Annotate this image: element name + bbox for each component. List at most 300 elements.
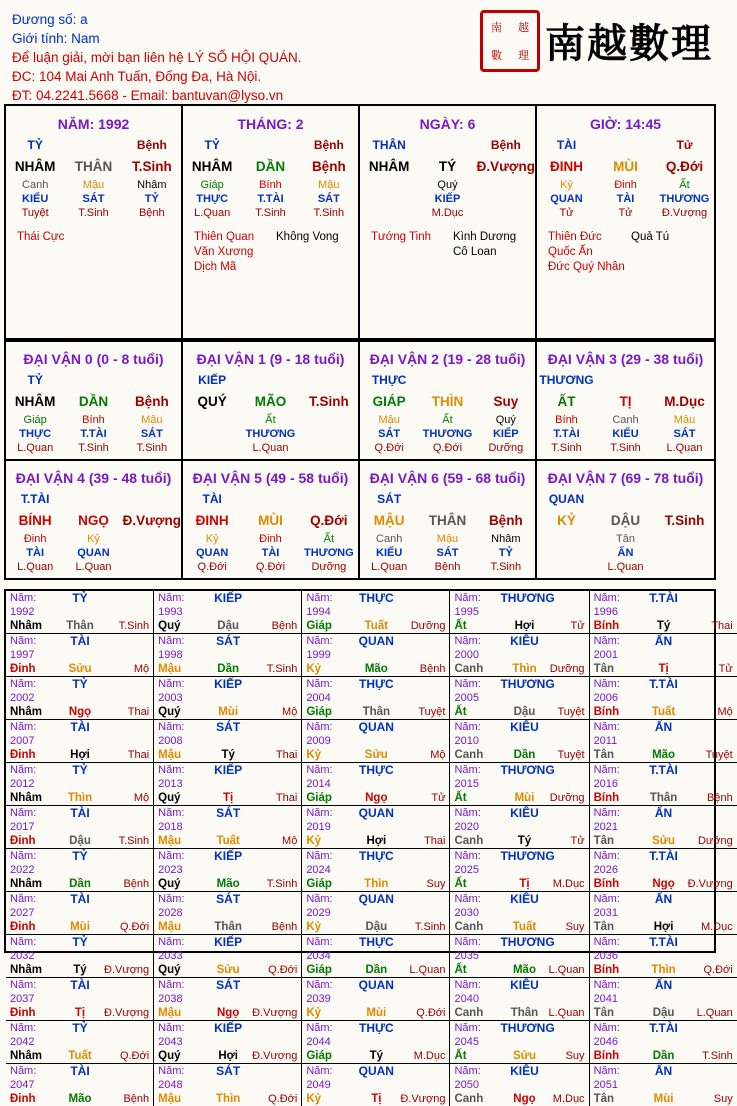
hidden-stem-name: Kỷ — [205, 533, 219, 545]
year-god: T.TÀI — [649, 935, 678, 949]
dai-van-can-chi-row — [360, 510, 535, 532]
dai-van-top-row — [183, 373, 358, 391]
dai-van-can-chi-row — [360, 391, 535, 413]
year-god: TÀI — [70, 720, 90, 734]
year-branch: Hợi — [653, 921, 674, 933]
year-god: KIẾP — [214, 677, 243, 691]
year-row-top — [10, 1021, 149, 1049]
hidden-stem-name: Quý — [495, 414, 516, 426]
year-row-top — [306, 720, 445, 748]
year-stem: Tân — [593, 1007, 615, 1019]
hidden-stem — [64, 178, 122, 220]
pillar-top-cell: Bệnh — [136, 138, 167, 152]
year-row-top — [454, 806, 584, 834]
year-god: SÁT — [216, 634, 241, 648]
year-row-bottom — [454, 705, 584, 719]
year-branch: Thân — [66, 620, 94, 632]
year-stage: T.Sinh — [266, 663, 298, 675]
year-stage: Q.Đới — [703, 964, 733, 976]
year-row-bottom — [594, 834, 733, 848]
year-stage: Bệnh — [271, 620, 298, 632]
year-row-bottom — [594, 705, 733, 719]
year-branch: Thân — [362, 706, 391, 718]
star-item: Đức Quý Nhân — [548, 261, 625, 273]
dai-van-can-chi-cell: QUÝ — [197, 394, 227, 409]
dai-van-hidden-stems — [6, 413, 181, 455]
year-stem: Nhâm — [10, 706, 42, 718]
year-cell — [590, 634, 737, 677]
year-branch: Hợi — [366, 835, 387, 847]
year-cell — [6, 634, 154, 677]
year-cell — [154, 1021, 302, 1064]
year-row-top — [454, 720, 584, 748]
hidden-stem-name: Bính — [259, 179, 282, 191]
year-god: SÁT — [216, 720, 241, 734]
year-row-bottom — [594, 1006, 733, 1020]
hidden-stem-stage: Dưỡng — [311, 561, 347, 573]
year-row-bottom — [306, 748, 445, 762]
year-branch: Dần — [217, 663, 240, 675]
year-label: Năm: 1999 — [306, 635, 333, 661]
year-row-bottom — [306, 1006, 445, 1020]
year-branch: Tuất — [512, 921, 537, 933]
year-cell — [450, 978, 589, 1021]
year-cell — [154, 763, 302, 806]
hidden-stem — [596, 178, 655, 220]
year-stage: Q.Đới — [119, 1050, 150, 1062]
year-cell — [6, 806, 154, 849]
year-stage: Suy — [713, 1093, 733, 1105]
stars-left — [371, 230, 453, 260]
hidden-stem-stage: T.Sinh — [255, 207, 286, 219]
year-stem: Ất — [454, 706, 467, 718]
hidden-stem — [360, 178, 418, 220]
stars-left — [17, 230, 99, 245]
year-stem: Giáp — [306, 706, 332, 718]
year-row-top — [594, 935, 733, 963]
year-label: Năm: 2016 — [593, 764, 620, 790]
dai-van-can-chi-row — [537, 510, 714, 532]
hidden-stem — [537, 178, 596, 220]
hidden-stem-stage: T.Sinh — [610, 442, 641, 454]
year-row-bottom — [594, 791, 733, 805]
year-stage: Thai — [127, 749, 150, 761]
year-row-top — [454, 591, 584, 619]
year-row-bottom — [454, 619, 584, 633]
dai-van-title: ĐẠI VẬN 6 (59 - 68 tuổi) — [369, 470, 526, 486]
hidden-stem-god: SÁT — [317, 193, 340, 205]
dai-van-can-chi-cell: Bệnh — [134, 394, 169, 409]
hidden-stem-god: SÁT — [82, 193, 105, 205]
year-stem: Ất — [454, 620, 467, 632]
year-cell — [302, 634, 450, 677]
pillar-can-chi-row — [360, 156, 535, 178]
year-cell — [6, 849, 154, 892]
year-label: Năm: 2012 — [10, 764, 37, 790]
year-stem: Bính — [593, 620, 620, 632]
year-stage: Dưỡng — [549, 792, 585, 804]
year-row-bottom — [306, 662, 445, 676]
year-stem: Bính — [593, 878, 620, 890]
year-label: Năm: 2019 — [306, 807, 333, 833]
pillar-top-cell — [418, 138, 476, 156]
pillar-can-chi-row — [537, 156, 714, 178]
year-cell — [450, 634, 589, 677]
year-god: QUAN — [358, 978, 394, 992]
year-cell — [154, 849, 302, 892]
year-branch: Thân — [649, 792, 678, 804]
hidden-stem — [6, 532, 64, 574]
star-item: Kình Dương — [453, 231, 517, 243]
year-label: Năm: 2030 — [454, 893, 481, 919]
year-god: KIẾP — [214, 935, 243, 949]
year-branch: Dần — [69, 878, 91, 890]
dai-van-god: QUAN — [548, 492, 585, 506]
year-row-top — [306, 849, 445, 877]
year-branch: Mão — [652, 749, 676, 761]
year-row-top — [594, 763, 733, 791]
hidden-stem-stage: Q.Đới — [432, 442, 463, 454]
year-god: THỰC — [359, 677, 394, 691]
year-god: SÁT — [216, 1064, 241, 1078]
year-row-bottom — [158, 662, 297, 676]
pillar-can-chi-cell: THÂN — [74, 159, 113, 174]
hidden-stem-god: TÀI — [616, 193, 635, 205]
year-stage: Đ.Vượng — [252, 1007, 298, 1019]
year-cell — [6, 935, 154, 978]
year-label: Năm: 2031 — [593, 893, 620, 919]
pillar-can-chi-row — [183, 156, 358, 178]
dai-van-can-chi-row — [6, 391, 181, 413]
hidden-stem-name: Mậu — [141, 414, 163, 426]
year-row-bottom — [454, 791, 584, 805]
year-row-bottom — [10, 619, 149, 633]
year-cell — [6, 978, 154, 1021]
year-cell — [590, 677, 737, 720]
year-cell — [302, 849, 450, 892]
hidden-stem-name: Kỷ — [87, 533, 100, 545]
dai-van-god: TÀI — [202, 492, 222, 506]
hidden-stem-stage: Q.Đới — [374, 442, 404, 454]
hidden-stem-god: THƯƠNG — [245, 428, 296, 440]
year-stem: Quý — [158, 620, 181, 632]
year-stage: Tuyệt — [705, 749, 733, 761]
year-branch: Mùi — [514, 792, 535, 804]
year-row-bottom — [594, 877, 733, 891]
year-row-top — [10, 935, 149, 963]
year-stage: T.Sinh — [118, 835, 150, 847]
year-cell — [450, 892, 589, 935]
pillar-hidden-stems — [6, 178, 181, 220]
hidden-stem-stage: Bệnh — [138, 207, 165, 219]
year-branch: Ngọ — [365, 792, 388, 804]
year-label: Năm: 1993 — [158, 592, 185, 618]
year-label: Năm: 1998 — [158, 635, 185, 661]
year-stage: Mộ — [282, 835, 298, 847]
year-row-bottom — [10, 1006, 149, 1020]
year-row-top — [454, 935, 584, 963]
dai-van-can-chi-cell: THÌN — [431, 394, 464, 409]
pillar-can-chi-cell: ĐINH — [550, 159, 583, 174]
year-stage: M.Dục — [700, 921, 733, 933]
star-item: Thái Cực — [17, 231, 65, 243]
pillar-top-cell: Bệnh — [490, 138, 521, 152]
dai-van-can-chi-cell: Q.Đới — [310, 513, 348, 528]
year-cell — [450, 1021, 589, 1064]
year-branch: Dậu — [513, 706, 536, 718]
year-row-top — [10, 677, 149, 705]
year-row-top — [10, 978, 149, 1006]
year-label: Năm: 2034 — [306, 936, 333, 962]
dai-van-cell — [537, 340, 714, 459]
year-branch: Thân — [510, 1007, 539, 1019]
pillar-top-cell — [596, 138, 655, 156]
year-cell — [590, 591, 737, 634]
pillar-can-chi-cell: NHÂM — [14, 159, 56, 174]
year-row-bottom — [10, 877, 149, 891]
year-cell — [302, 591, 450, 634]
year-stage: Thai — [275, 792, 298, 804]
year-stem: Giáp — [306, 878, 332, 890]
year-stem: Ất — [454, 1050, 467, 1062]
year-stem: Canh — [454, 749, 484, 761]
year-row-bottom — [10, 662, 149, 676]
year-branch: Mùi — [366, 1007, 387, 1019]
year-god: KIẾP — [214, 1021, 243, 1035]
year-stem: Ất — [454, 964, 467, 976]
hidden-stem-god: KIẾU — [376, 547, 403, 559]
year-cell — [590, 806, 737, 849]
dai-van-can-chi-cell: Bệnh — [488, 513, 523, 528]
stars-right — [631, 230, 714, 275]
hidden-stem — [477, 178, 535, 220]
dai-van-can-chi-cell: MÙI — [258, 513, 283, 528]
year-row-bottom — [454, 1049, 584, 1063]
year-branch: Hợi — [218, 1050, 238, 1062]
year-label: Năm: 2043 — [158, 1022, 185, 1048]
pillar-can-chi-cell: NHÂM — [368, 159, 410, 174]
year-stem: Kỷ — [306, 749, 322, 761]
dai-van-can-chi-cell: TỊ — [619, 394, 632, 409]
dai-van-hidden-stems — [183, 532, 358, 574]
year-label: Năm: 2029 — [306, 893, 333, 919]
year-branch: Ngọ — [68, 706, 92, 718]
year-row-top — [158, 1064, 297, 1092]
year-god: TÀI — [70, 634, 90, 648]
hidden-stem-stage: L.Quan — [17, 561, 54, 573]
year-row-top — [306, 591, 445, 619]
hidden-stem-god: THỰC — [196, 193, 229, 205]
year-row-bottom — [594, 920, 733, 934]
dai-van-top-row — [6, 492, 181, 510]
year-row-bottom — [10, 834, 149, 848]
year-god: THỰC — [359, 1021, 394, 1035]
year-stem: Ất — [454, 878, 467, 890]
year-god: KIÊU — [510, 634, 539, 648]
year-branch: Ngọ — [216, 1007, 240, 1019]
year-stage: Dưỡng — [410, 620, 446, 632]
year-stem: Đinh — [10, 921, 36, 933]
year-god: SÁT — [216, 978, 241, 992]
year-god: ẤN — [654, 978, 673, 992]
pillar-can-chi-row — [6, 156, 181, 178]
year-god: QUAN — [358, 720, 394, 734]
year-label: Năm: 2021 — [593, 807, 620, 833]
year-stem: Canh — [454, 663, 484, 675]
year-row-bottom — [158, 791, 297, 805]
year-stage: Q.Đới — [416, 1007, 446, 1019]
year-stem: Kỷ — [306, 921, 322, 933]
year-label: Năm: 2045 — [454, 1022, 481, 1048]
year-row-top — [454, 677, 584, 705]
year-god: THỰC — [359, 591, 394, 605]
year-stem: Quý — [158, 878, 181, 890]
year-stage: Thai — [424, 835, 446, 847]
year-stem: Đinh — [10, 749, 36, 761]
year-branch: Mão — [364, 663, 388, 675]
year-cell — [590, 720, 737, 763]
year-god: THƯƠNG — [500, 677, 555, 691]
year-row-bottom — [10, 705, 149, 719]
pillar-title: THÁNG: 2 — [237, 116, 304, 132]
year-row-top — [10, 849, 149, 877]
four-pillars-panel — [4, 104, 716, 340]
year-label: Năm: 2000 — [454, 635, 481, 661]
year-row-top — [454, 849, 584, 877]
year-row-bottom — [10, 963, 149, 977]
year-branch: Tị — [519, 878, 530, 890]
year-cell — [154, 806, 302, 849]
hidden-stem-stage: L.Quan — [75, 561, 112, 573]
year-row-bottom — [306, 619, 445, 633]
red-seal-logo: 南 越 數 理 — [480, 10, 540, 72]
year-row-top — [306, 892, 445, 920]
year-branch: Thìn — [67, 792, 93, 804]
year-row-bottom — [306, 920, 445, 934]
year-god: ẤN — [654, 634, 673, 648]
hidden-stem-god: TỶ — [498, 547, 513, 559]
year-row-bottom — [10, 920, 149, 934]
phone-email-line: ĐT: 04.2241.5668 - Email: bantuvan@lyso.vn — [12, 88, 284, 103]
year-cell — [6, 892, 154, 935]
year-label: Năm: 2035 — [454, 936, 481, 962]
year-stage: Bệnh — [123, 1093, 150, 1105]
dai-van-top-row — [537, 492, 714, 510]
year-row-top — [454, 1064, 584, 1092]
star-item: Quả Tú — [631, 231, 670, 243]
year-stem: Quý — [158, 792, 181, 804]
year-cell — [450, 935, 589, 978]
year-stage: Suy — [426, 878, 446, 890]
year-cell — [302, 677, 450, 720]
year-label: Năm: 2026 — [593, 850, 620, 876]
year-stem: Mậu — [158, 749, 182, 761]
year-row-bottom — [594, 1092, 733, 1106]
year-stage: T.Sinh — [266, 878, 298, 890]
hidden-stem-name: Tân — [616, 533, 635, 545]
year-stage: Đ.Vượng — [252, 1050, 298, 1062]
year-row-bottom — [158, 619, 297, 633]
year-row-top — [594, 1021, 733, 1049]
hidden-stem-stage: T.Sinh — [313, 207, 345, 219]
pillar-top-row — [537, 138, 714, 156]
year-stage: Đ.Vượng — [687, 878, 733, 890]
year-label: Năm: 2047 — [10, 1065, 37, 1091]
year-stem: Mậu — [158, 663, 182, 675]
dai-van-can-chi-cell: T.Sinh — [664, 513, 705, 528]
year-god: TỶ — [72, 849, 88, 863]
hidden-stem — [183, 178, 241, 220]
hidden-stem-god: SÁT — [673, 428, 696, 440]
year-label: Năm: 2032 — [10, 936, 37, 962]
dai-van-hidden-stems — [537, 413, 714, 455]
contact-line: Để luận giải, mời bạn liên hệ LÝ SỐ HỘI QUÁN. — [12, 50, 302, 65]
hidden-stem-stage: L.Quan — [371, 561, 408, 573]
pillar-stars — [183, 230, 358, 275]
year-stem: Đinh — [10, 1007, 36, 1019]
year-row-top — [454, 892, 584, 920]
year-row-bottom — [306, 834, 445, 848]
year-row-bottom — [158, 705, 297, 719]
dai-van-can-chi-cell: ẤT — [557, 394, 576, 409]
year-cell — [450, 591, 589, 634]
star-item: Thiên Quan — [194, 231, 255, 243]
dai-van-can-chi-cell: Suy — [493, 394, 519, 409]
year-row-bottom — [594, 662, 733, 676]
year-god: THƯƠNG — [500, 849, 555, 863]
year-god: T.TÀI — [649, 1021, 678, 1035]
hidden-stem — [477, 532, 535, 574]
hidden-stem — [300, 178, 358, 220]
year-stem: Canh — [454, 1007, 484, 1019]
year-god: T.TÀI — [649, 677, 678, 691]
dai-van-can-chi-cell: M.Dục — [664, 394, 705, 409]
hidden-stem-name: Mậu — [436, 533, 459, 545]
year-branch: Tị — [223, 792, 234, 804]
year-row-bottom — [594, 1049, 733, 1063]
year-row-top — [10, 720, 149, 748]
year-stem: Bính — [593, 706, 620, 718]
hidden-stem — [655, 532, 714, 574]
hidden-stem-god: SÁT — [378, 428, 401, 440]
pillar-top-row — [183, 138, 358, 156]
year-god: TỶ — [72, 1021, 88, 1035]
year-label: Năm: 2049 — [306, 1065, 333, 1091]
year-cell — [302, 720, 450, 763]
year-branch: Tuất — [68, 1050, 92, 1062]
hidden-stem-stage: T.Sinh — [78, 442, 109, 454]
hidden-stem-name: Bính — [82, 414, 105, 426]
year-cell — [450, 806, 589, 849]
year-stage: Tử — [570, 620, 585, 632]
year-stem: Giáp — [306, 1050, 332, 1062]
dai-van-title: ĐẠI VẬN 4 (39 - 48 tuổi) — [15, 470, 172, 486]
year-stem: Quý — [158, 964, 181, 976]
pillar-stars — [537, 230, 714, 275]
year-branch: Tuất — [651, 706, 676, 718]
hidden-stem-stage: Bệnh — [434, 561, 461, 573]
year-stem: Canh — [454, 835, 484, 847]
year-god: KIÊU — [510, 1064, 539, 1078]
year-god: THỰC — [359, 763, 394, 777]
hidden-stem — [596, 532, 655, 574]
pillar-top-cell — [64, 138, 122, 156]
year-stem: Tân — [593, 835, 615, 847]
year-cell — [302, 1021, 450, 1064]
year-stem: Giáp — [306, 620, 332, 632]
year-row-top — [158, 720, 297, 748]
year-label: Năm: 2004 — [306, 678, 333, 704]
